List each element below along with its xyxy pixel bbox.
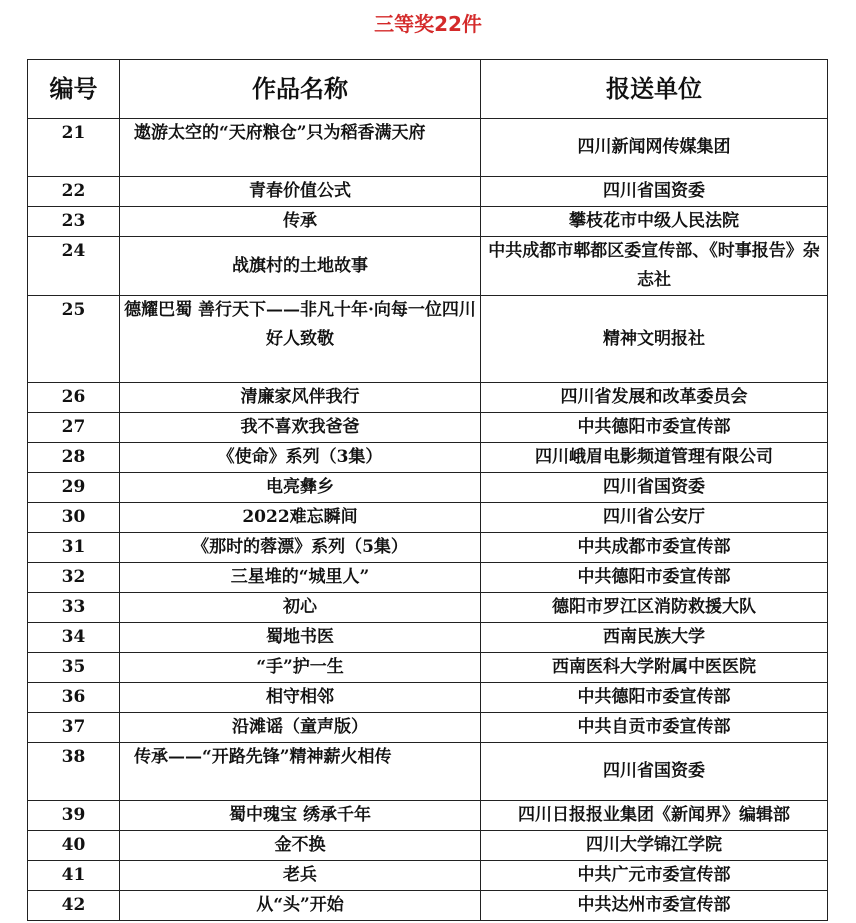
row-number: 31 [28,533,120,563]
row-work-name: 《那时的蓉漂》系列（5集） [120,533,481,563]
row-number: 23 [28,207,120,237]
table-row [28,743,828,801]
awards-table [27,59,828,921]
header-number: 编号 [28,60,120,119]
row-work-name: 遨游太空的“天府粮仓”只为稻香满天府 [120,119,481,177]
row-number: 36 [28,683,120,713]
header-submitting-unit: 报送单位 [481,60,828,119]
row-number: 25 [28,296,120,383]
row-submitting-unit: 四川新闻网传媒集团 [481,119,828,177]
row-number: 21 [28,119,120,177]
row-submitting-unit: 中共广元市委宣传部 [481,861,828,891]
row-submitting-unit: 四川大学锦江学院 [481,831,828,861]
row-submitting-unit: 四川省国资委 [481,177,828,207]
table-row [28,237,828,296]
row-number: 40 [28,831,120,861]
table-row [28,533,828,563]
table-body [28,119,828,921]
row-work-name: 清廉家风伴我行 [120,383,481,413]
row-work-name: 传承 [120,207,481,237]
row-work-name: 老兵 [120,861,481,891]
table-row [28,831,828,861]
row-number: 26 [28,383,120,413]
table-row [28,473,828,503]
row-work-name: 三星堆的“城里人” [120,563,481,593]
table-row [28,383,828,413]
row-submitting-unit: 四川峨眉电影频道管理有限公司 [481,443,828,473]
row-work-name: 2022难忘瞬间 [120,503,481,533]
row-number: 29 [28,473,120,503]
table-row [28,503,828,533]
row-submitting-unit: 四川省国资委 [481,473,828,503]
row-number: 38 [28,743,120,801]
row-work-name: 我不喜欢我爸爸 [120,413,481,443]
row-work-name: 蜀地书医 [120,623,481,653]
row-submitting-unit: 中共自贡市委宣传部 [481,713,828,743]
table-row [28,653,828,683]
row-submitting-unit: 攀枝花市中级人民法院 [481,207,828,237]
row-work-name: 沿滩谣（童声版） [120,713,481,743]
table-row [28,891,828,921]
table-row [28,861,828,891]
row-submitting-unit: 德阳市罗江区消防救援大队 [481,593,828,623]
row-submitting-unit: 中共德阳市委宣传部 [481,683,828,713]
row-number: 33 [28,593,120,623]
row-number: 22 [28,177,120,207]
row-submitting-unit: 中共成都市委宣传部 [481,533,828,563]
row-number: 27 [28,413,120,443]
table-row [28,623,828,653]
table-row [28,443,828,473]
row-number: 28 [28,443,120,473]
table-row [28,296,828,383]
table-row [28,593,828,623]
row-work-name: 战旗村的土地故事 [120,237,481,296]
row-work-name: 初心 [120,593,481,623]
table-header-row [28,60,828,119]
row-number: 32 [28,563,120,593]
table-row [28,413,828,443]
row-number: 41 [28,861,120,891]
row-work-name: 相守相邻 [120,683,481,713]
row-number: 24 [28,237,120,296]
row-number: 35 [28,653,120,683]
header-work-name: 作品名称 [120,60,481,119]
table-row [28,683,828,713]
table-row [28,713,828,743]
row-work-name: 电亮彝乡 [120,473,481,503]
row-work-name: 金不换 [120,831,481,861]
row-number: 42 [28,891,120,921]
row-submitting-unit: 西南医科大学附属中医医院 [481,653,828,683]
row-work-name: “手”护一生 [120,653,481,683]
row-submitting-unit: 四川日报报业集团《新闻界》编辑部 [481,801,828,831]
row-submitting-unit: 四川省国资委 [481,743,828,801]
row-work-name: 传承——“开路先锋”精神薪火相传 [120,743,481,801]
table-row [28,801,828,831]
row-submitting-unit: 西南民族大学 [481,623,828,653]
table-row [28,563,828,593]
table-row [28,177,828,207]
row-submitting-unit: 中共达州市委宣传部 [481,891,828,921]
row-number: 34 [28,623,120,653]
row-submitting-unit: 四川省公安厅 [481,503,828,533]
row-number: 30 [28,503,120,533]
row-submitting-unit: 精神文明报社 [481,296,828,383]
table-row [28,119,828,177]
row-work-name: 《使命》系列（3集） [120,443,481,473]
row-work-name: 青春价值公式 [120,177,481,207]
row-number: 37 [28,713,120,743]
page-title: 三等奖22件 [374,12,482,36]
row-submitting-unit: 中共德阳市委宣传部 [481,563,828,593]
row-work-name: 从“头”开始 [120,891,481,921]
table-row [28,207,828,237]
row-submitting-unit: 中共成都市郫都区委宣传部、《时事报告》杂志社 [481,237,828,296]
row-work-name: 德耀巴蜀 善行天下——非凡十年·向每一位四川好人致敬 [120,296,481,383]
row-work-name: 蜀中瑰宝 绣承千年 [120,801,481,831]
row-submitting-unit: 四川省发展和改革委员会 [481,383,828,413]
row-number: 39 [28,801,120,831]
row-submitting-unit: 中共德阳市委宣传部 [481,413,828,443]
